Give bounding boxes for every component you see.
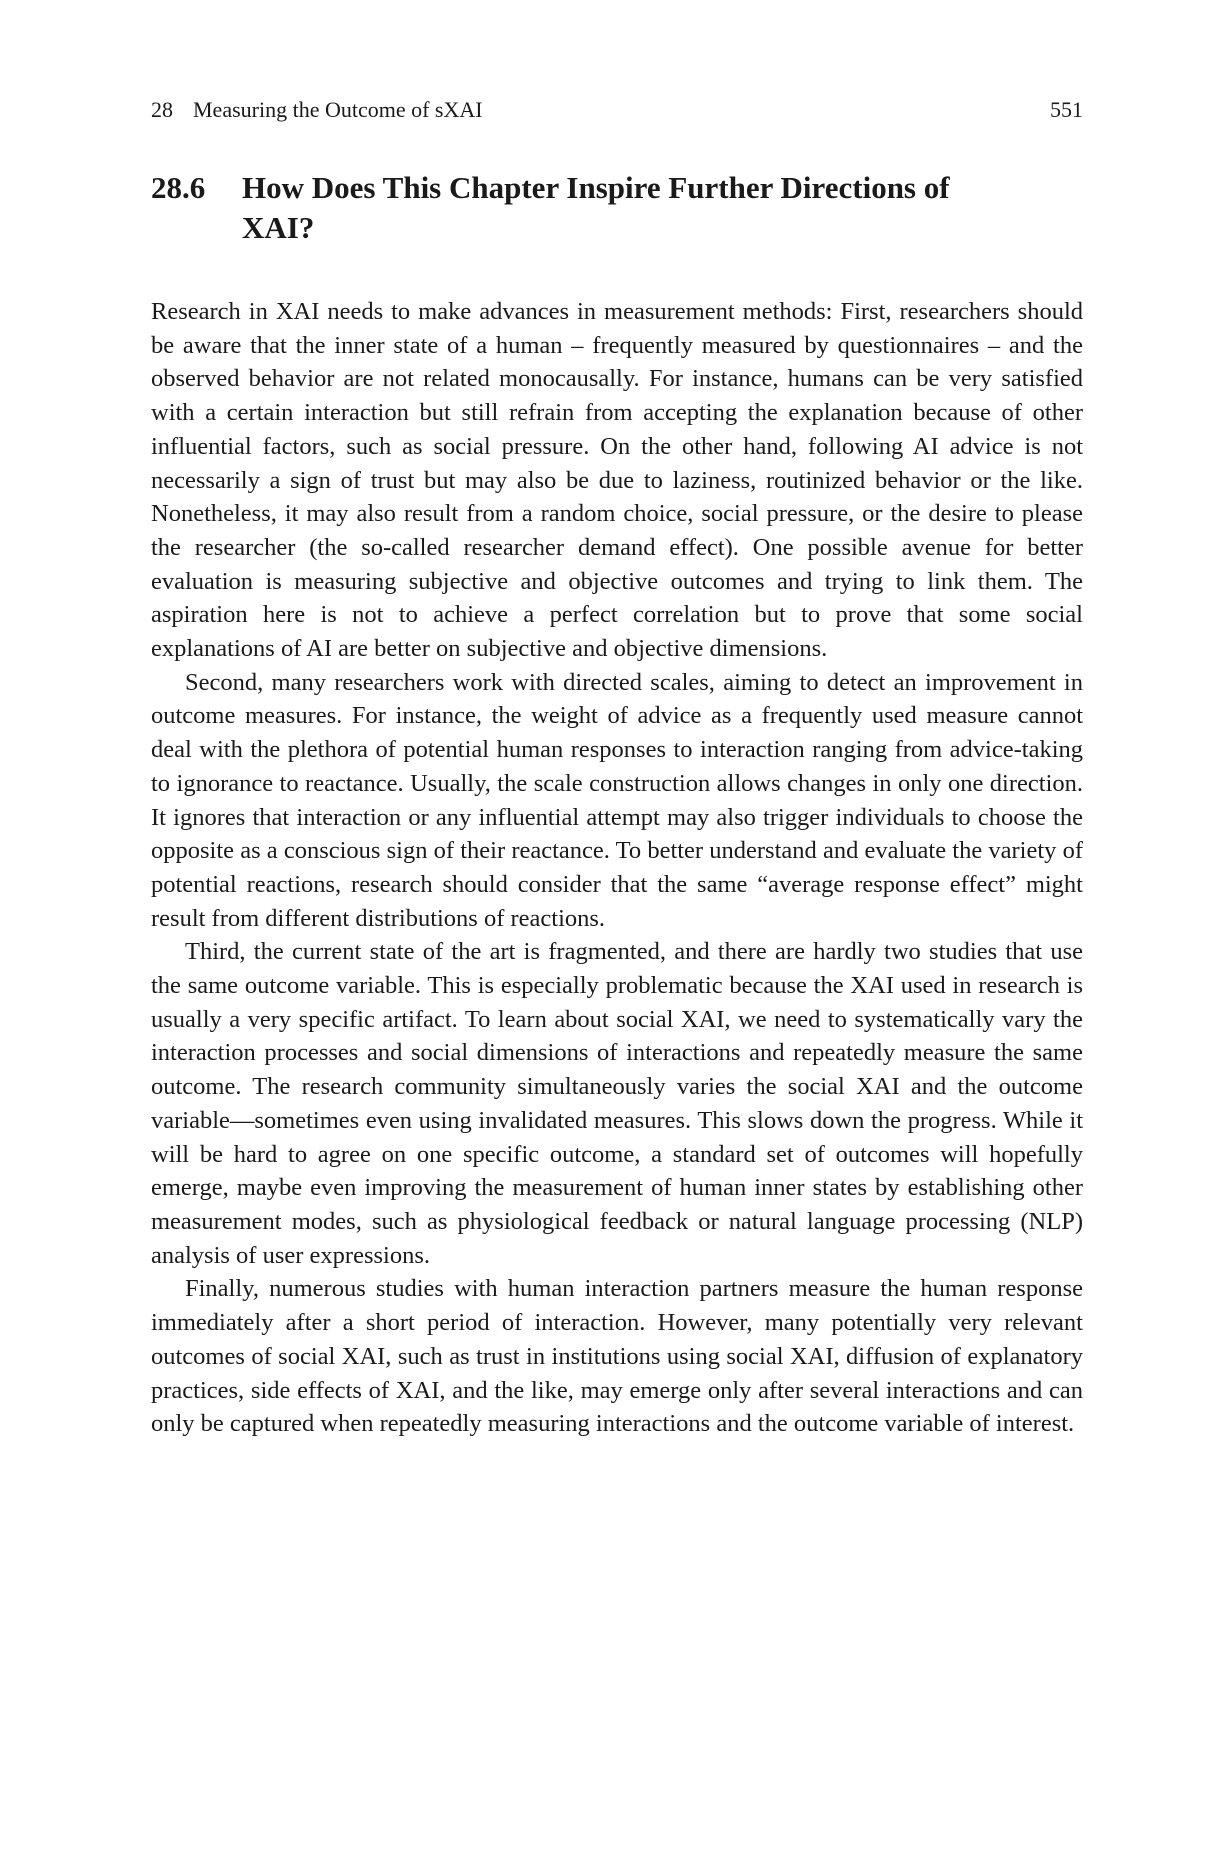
running-head (151, 96, 1083, 124)
running-head-left (151, 96, 483, 124)
paragraph: Research in XAI needs to make advances in measurement methods: First, researchers should be aware that the inner state of a human – frequently measured by questionnaires – and the observed behavior are not related monocausally. For instance, humans can be very satisfied with a certain interaction but still refrain from accepting the explanation because of other influential factors, such as social pressure. On the other hand, following AI advice is not necessarily a sign of trust but may also be due to laziness, routinized behavior or the like. Nonetheless, it may also result from a random choice, social pressure, or the desire to please the researcher (the so-called researcher demand effect). One possible avenue for better evaluation is measuring subjective and objective outcomes and trying to link them. The aspiration here is not to achieve a perfect correlation but to prove that some social explanations of AI are better on subjective and objective dimensions. (151, 298, 1083, 663)
page-number: 551 (1050, 97, 1083, 122)
paragraph: Finally, numerous studies with human interaction partners measure the human response immediately after a short period of interaction. However, many potentially very relevant outcomes of social XAI, such as trust in institutions using social XAI, diffusion of explanatory practices, side effects of XAI, and the like, may emerge only after several interactions and can only be captured when repeatedly measuring interactions and the outcome variable of interest. (151, 1275, 1083, 1438)
section-title: How Does This Chapter Inspire Further Directions of XAI? (242, 170, 950, 245)
book-page (151, 96, 1083, 1441)
body-text (151, 295, 1083, 1441)
section-number: 28.6 (151, 170, 206, 205)
section-heading (151, 168, 1083, 248)
chapter-number: 28 (151, 97, 173, 122)
paragraph: Third, the current state of the art is fragmented, and there are hardly two studies that use the same outcome variable. This is especially problematic because the XAI used in research is usually a very specific artifact. To learn about social XAI, we need to systematically vary the interaction processes and social dimensions of interactions and repeatedly measure the same outcome. The research community simultaneously varies the social XAI and the outcome variable—sometimes even using invalidated measures. This slows down the progress. While it will be hard to agree on one specific outcome, a standard set of outcomes will hopefully emerge, maybe even improving the measurement of human inner states by establishing other measurement modes, such as physiological feedback or natural language processing (NLP) analysis of user expressions. (151, 938, 1083, 1269)
chapter-title: Measuring the Outcome of sXAI (193, 97, 483, 122)
paragraph: Second, many researchers work with directed scales, aiming to detect an improvement in outcome measures. For instance, the weight of advice as a frequently used measure cannot deal with the plethora of potential human responses to interaction ranging from advice-taking to ignorance to reactance. Usually, the scale construction allows changes in only one direction. It ignores that interaction or any influential attempt may also trigger individuals to choose the opposite as a conscious sign of their reactance. To better understand and evaluate the variety of potential reactions, research should consider that the same “average response effect” might result from different distributions of reactions. (151, 668, 1083, 932)
